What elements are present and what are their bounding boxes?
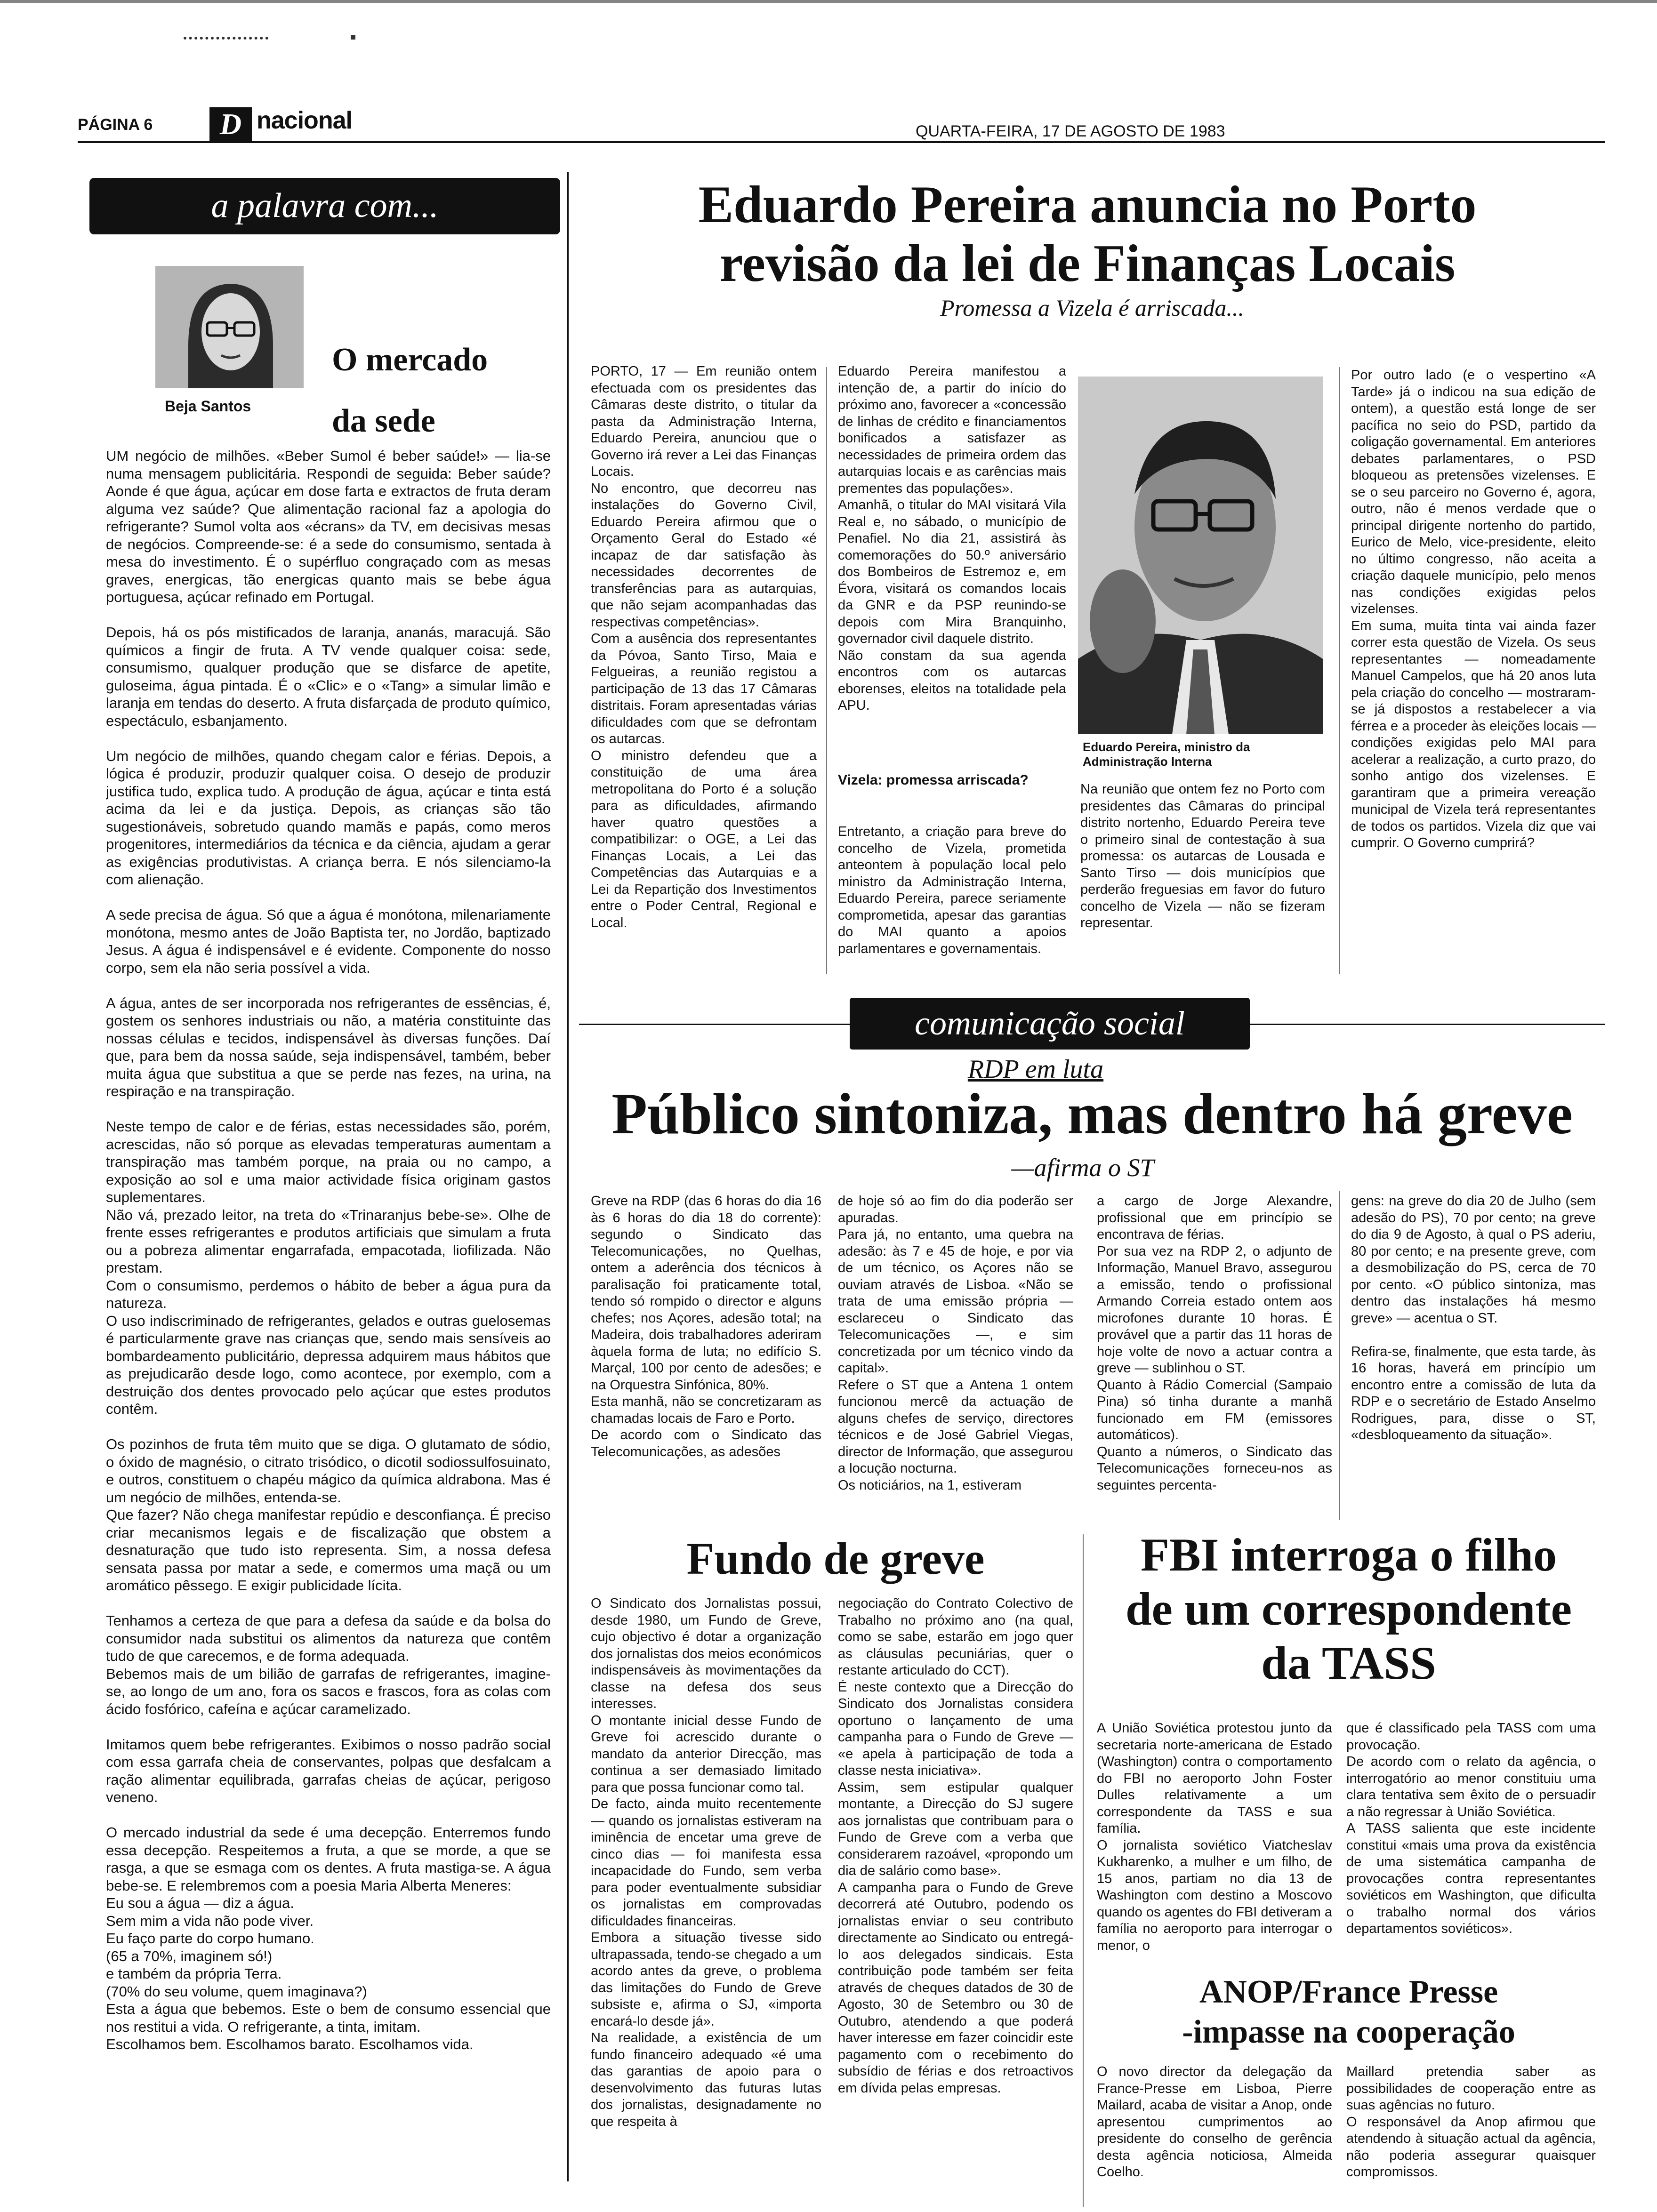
fund-col1: O Sindicato dos Jornalistas possui, desde 1980, um Fundo de Greve, cujo objectivo é dotar a organização dos jornalistas dos meios económicos indispensáveis às movimentações da classe na defesa dos seus interesses. O montante inicial desse Fundo de Greve foi acrescido durante o mandato da anterior Direcção, mas continua a ser demasiado limitado para que possa funcionar como tal. De facto, ainda muito recentemente — quando os jornalistas estiveram na iminência de encetar uma greve de cinco dias — foi manifesta essa incapacidade do Fundo, sem verba para poder eventualmente subsidiar os jornalistas em comprovadas dificuldades financeiras. Embora a situação tivesse sido ultrapassada, tendo-se chegado a um acordo antes da greve, o problema das limitações do Fundo de Greve subsiste e, afirma o SJ, «importa encará-lo desde já». Na realidade, a existência de um fundo financeiro adequado «é uma das garantias de apoio para o desenvolvimento das futuras lutas dos jornalistas, designadamente no que respeita à xyxy=(591,1596,821,2129)
anop-col2: Maillard pretendia saber as possibilidades de cooperação entre as suas agências no futuro. O responsável da Anop afirmou que atendendo à situação actual da agência, não poderia assegurar quaisquer compromissos. xyxy=(1346,2064,1596,2180)
minister-photo xyxy=(1078,377,1323,734)
column-rule xyxy=(1339,367,1340,974)
fbi-col1: A União Soviética protestou junto da secretaria norte-americana de Estado (Washington) contra o comportamento do FBI no aeroporto John Foster Dulles relativamente a um correspondente da TASS e sua família. O jornalista soviético Viatcheslav Kukharenko, a mulher e um filho, de 15 anos, partiam no dia 13 de Washington com destino a Moscovo quando os agentes do FBI detiveram a família no aeroporto para interrogar o menor, o xyxy=(1097,1721,1332,1953)
fbi-headline-line1: FBI interroga o filho xyxy=(1140,1529,1557,1581)
article1-subhead: Vizela: promessa arriscada? xyxy=(838,772,1029,788)
fund-headline: Fundo de greve xyxy=(686,1533,985,1584)
fund-col2: negociação do Contrato Colectivo de Trabalho no próximo ano (na qual, como se sabe, estarão em jogo quer as cláusulas pecuniárias, quer o restante articulado do CCT). É neste contexto que a Direcção do Sindicato dos Jornalistas considera oportuno o lançamento de uma campanha para o Fundo de Greve — «e apela à participação de toda a classe nesta iniciativa». Assim, sem estipular qualquer montante, a Direcção do SJ sugere aos jornalistas que contribuam para o Fundo de Greve com a verba que considerarem razoável, «propondo um dia de salário como base». A campanha para o Fundo de Greve decorrerá até Outubro, podendo os jornalistas enviar o seu contributo directamente ao Sindicato ou entregá-lo aos delegados sindicais. Esta contribuição pode também ser feita através de cheques datados de 30 de Agosto, 30 de Setembro ou 30 de Outubro, atendendo a que poderá haver interesse em fazer coincidir este pagamento com o recebimento do subsídio de férias e dos retroactivos em dívida pelas empresas. xyxy=(838,1596,1073,2096)
article1-col1: PORTO, 17 — Em reunião ontem efectuada com os presidentes das Câmaras deste distrito, o titular da pasta da Administração Interna, Eduardo Pereira, anunciou que o Governo irá rever a Lei das Finanças Locais. No encontro, que decorreu nas instalações do Governo Civil, Eduardo Pereira afirmou que o Orçamento Geral do Estado «é incapaz de dar satisfação às necessidades decorrentes de transferências para as autarquias, que não sejam acompanhadas das respectivas competências». Com a ausência dos representantes da Póvoa, Santo Tirso, Maia e Felgueiras, a reunião registou a participação de 13 das 17 Câmaras distritais. Foram apresentadas várias dificuldades com que se defrontam os autarcas. O ministro defendeu que a constituição de uma área metropolitana do Porto é a solução para as dificuldades, afirmando haver quatro questões a compatibilizar: o OGE, a Lei das Finanças Locais, a Lei das Competências das Autarquias e a Lei da Repartição dos Investimentos entre o Poder Central, Regional e Local. xyxy=(591,364,817,930)
fbi-headline-line2: de um correspondente xyxy=(1125,1583,1572,1635)
column-rule xyxy=(1083,1534,1084,2207)
column-rule xyxy=(826,367,827,974)
article1-kicker: Promessa a Vizela é arriscada... xyxy=(940,295,1244,321)
media-kicker: RDP em luta xyxy=(967,1055,1104,1084)
column-rule xyxy=(1339,1191,1340,1520)
media-col2: de hoje só ao fim do dia poderão ser apuradas. Para já, no entanto, uma quebra na adesão: às 7 e 45 de hoje, e por via de um técnico, os Açores não se ouviam através de Lisboa. «Não se trata de uma emissão própria — esclareceu o Sindicato das Telecomunicações —, e sim concretizada por um técnico vindo da capital». Refere o ST que a Antena 1 ontem funcionou mercê da actuação de alguns chefes de serviço, directores técnicos e de José Gabriel Viegas, director de Informação, que assegurou a locução nocturna. Os noticiários, na 1, estiveram xyxy=(838,1194,1073,1493)
anop-headline-line2: -impasse na cooperação xyxy=(1182,2014,1515,2050)
page-number: PÁGINA 6 xyxy=(78,116,153,134)
media-col1: Greve na RDP (das 6 horas do dia 16 às 6 horas do dia 18 do corrente): segundo o Sindicato das Telecomunicações, no Quelhas, ontem a aderência dos técnicos à paralisação foi praticamente total, tendo só rompido o director e alguns chefes; nos Açores, adesão total; na Madeira, dois trabalhadores aderiram àquela forma de luta; no edifício S. Marçal, 100 por cento de adesões; e na Orquestra Sinfónica, 80%. Esta manhã, não se concretizaram as chamadas locais de Faro e Porto. De acordo com o Sindicato das Telecomunicações, as adesões xyxy=(591,1194,821,1459)
section-name: nacional xyxy=(257,107,352,134)
minister-photo-caption: Eduardo Pereira, ministro da Administração Interna xyxy=(1083,740,1250,769)
media-col4: gens: na greve do dia 20 de Julho (sem adesão do PS), 70 por cento; na greve do dia 9 de Agosto, à qual o PS aderiu, 80 por cento; e na presente greve, com a desmobilização do PS, cerca de 70 por cento. «O público sintoniza, mas dentro das instalações há mesmo greve» — acentua o ST. Refira-se, finalmente, que esta tarde, às 16 horas, haverá em princípio um encontro entre a comissão de luta da RDP e o secretário de Estado Anselmo Rodrigues, para, disse o ST, «desbloqueamento da situação». xyxy=(1351,1194,1596,1443)
masthead-rule xyxy=(78,141,1605,143)
opinion-body: UM negócio de milhões. «Beber Sumol é beber saúde!» — lia-se numa mensagem publicitária. Respondi de seguida: Beber saúde? Aonde é que água, açúcar em dose farta e extractos de fruta deram alguma vez saúde? Que alimentação racional faz a apologia do refrigerante? Sumol volta aos «écrans» da TV, em decisivas mesas de negócios. Compreende-se: é a sede do consumismo, sentada à mesa do investimento. É o supérfluo congraçado com as mesas graves, energicas, tão energicas quanto mais se bebe água portuguesa, açúcar refinado em Portugal. Depois, há os pós mistificados de laranja, ananás, maracujá. São químicos a fingir de fruta. A TV vende qualquer coisa: sede, consumismo, qualquer produção que se disfarce de apetite, guloseima, água pintada. É o «Clic» e o «Tang» a simular limão e laranja em tendas do deserto. A fruta disfarçada de produto químico, espectáculo, esbanjamento. Um negócio de milhões, quando chegam calor e férias. Depois, a lógica é produzir, produzir qualquer coisa. O desejo de produzir justifica tudo, explica tudo. A produção de água, açúcar e tinta está acima da lei e da justiça. Depois, as crianças são tão sugestionáveis, sobretudo quando mamãs e papás, como meros progenitores, intermediários da técnica e da ciência, ajudam a gerar as exigências produtivistas. A criança berra. E nós silenciamo-la com alienação. A sede precisa de água. Só que a água é monótona, milenariamente monótona, mesmo antes de João Baptista ter, no Jordão, baptizado Jesus. A água é indispensável e é evidente. Componente do nosso corpo, sem ela não seria possível a vida. A água, antes de ser incorporada nos refrigerantes de essências, é, gostem os senhores industriais ou não, a matéria constituinte das nossas células e tecidos, indispensável às diversas funções. Daí que, para bem da nossa saúde, seja indispensável, também, beber muita água que substitua a que se perde nas fezes, na urina, na respiração e na transpiração. Neste tempo de calor e de férias, estas necessidades são, porém, acrescidas, não só porque as elevadas temperaturas aumentam a transpiração mas também porque, na praia ou no campo, a exposição ao sol e uma maior actividade física originam gastos suplementares. Não vá, prezado leitor, na treta do «Trinaranjus bebe-se». Olhe de frente esses refrigerantes e produtos artificiais que simulam a fruta ou a pobreza alimentar engarrafada, empacotada, liofilizada. Não prestam. Com o consumismo, perdemos o hábito de beber a água pura da natureza. O uso indiscriminado de refrigerantes, gelados e outras guelosemas é particularmente grave nas crianças que, sendo mais sensíveis ao bombardeamento publicitário, depressa adquirem maus hábitos que as prejudicarão desde logo, como acontece, por exemplo, com a destruição dos dentes provocado pelo açúcar que estes produtos contêm. Os pozinhos de fruta têm muito que se diga. O glutamato de sódio, o óxido de magnésio, o citrato trisódico, o dicotil sodiossulfosuinato, e outros, constituem o chapéu mágico da química aldrabona. Mas é um negócio de milhões, entenda-se. Que fazer? Não chega manifestar repúdio e desconfiança. É preciso criar mecanismos legais e de fiscalização que obstem a desnaturação que tudo isto representa. Sim, a nossa defesa sensata passa por matar a sede, e comermos uma maçã ou um aromático pêssego. E exigir publicidade lícita. Tenhamos a certeza de que para a defesa da saúde e da bolsa do consumidor nada substitui os alimentos da natureza que contêm tudo de que carecemos, e de forma adequada. Bebemos mais de um bilião de garrafas de refrigerantes, imagine-se, ao longo de um ano, fora os sacos e frascos, fora as colas com ácido fosfórico, cafeína e açúcar caramelizado. Imitamos quem bebe refrigerantes. Exibimos o nosso padrão social com essa garrafa cheia de conservantes, polpas que desfalcam a ração alimentar equilibrada, garrafas cheias de açúcar, perigoso veneno. O mercado industrial da sede é uma decepção. Enterremos fundo essa decepção. Respeitemos a fruta, a que se morde, a que se rasga, a que se esmaga com os dentes. A fruta mastiga-se. A água bebe-se. E relembremos com a poesia Maria Alberta Meneres: Eu sou a água — diz a água. Sem mim a vida não pode viver. Eu faço parte do corpo humano. (65 a 70%, imaginem só!) e também da própria Terra. (70% do seu volume, quem imaginava?) Esta a água que bebemos. Este o bem de consumo essencial que nos restitui a vida. O refrigerante, a tinta, imitam. Escolhamos bem. Escolhamos barato. Escolhamos vida. xyxy=(106,448,551,2052)
media-section-banner: comunicação social xyxy=(850,998,1250,1050)
article1-headline-line2: revisão da lei de Finanças Locais xyxy=(719,234,1456,293)
media-headline: Público sintoniza, mas dentro há greve xyxy=(611,1082,1573,1146)
author-caption: Beja Santos xyxy=(165,398,251,415)
anop-headline-line1: ANOP/France Presse xyxy=(1199,1974,1498,2010)
anop-col1: O novo director da delegação da France-Presse em Lisboa, Pierre Mailard, acaba de visitar a Anop, onde apresentou cumprimentos ao presidente do conselho de gerência desta agência noticiosa, Almeida Coelho. xyxy=(1097,2064,1332,2180)
top-edge-rule xyxy=(0,0,1657,3)
fbi-headline-line3: da TASS xyxy=(1261,1637,1436,1689)
issue-date: QUARTA-FEIRA, 17 DE AGOSTO DE 1983 xyxy=(916,122,1225,140)
media-col3: a cargo de Jorge Alexandre, profissional que em princípio se encontrava de férias. Por sua vez na RDP 2, o adjunto de Informação, Manuel Bravo, assegurou a emissão, tendo o profissional Armando Correia estado ontem aos microfones durante 10 horas. É provável que a partir das 11 horas de hoje volte de novo a actuar contra a greve — sublinhou o ST. Quanto à Rádio Comercial (Sampaio Pina) só tinha durante a manhã funcionado em FM (emissores automáticos). Quanto a números, o Sindicato das Telecomunicações forneceu-nos as seguintes percenta- xyxy=(1097,1194,1332,1493)
author-photo xyxy=(155,266,304,388)
article1-col2b: Entretanto, a criação para breve do concelho de Vizela, prometida anteontem à população local pelo ministro da Administração Interna, Eduardo Pereira, parece seriamente comprometida, apesar das garantias do MAI quanto a apoios parlamentares e governamentais. xyxy=(838,824,1066,956)
newspaper-logo: D xyxy=(209,107,252,141)
media-byline: —afirma o ST xyxy=(1011,1154,1154,1182)
opinion-banner: a palavra com... xyxy=(89,178,560,234)
article1-col4: Por outro lado (e o vespertino «A Tarde» já o indicou na sua edição de ontem), a questão está longe de ser pacífica no seio do PSD, partido da coligação governamental. Em anteriores debates parlamentares, o PSD bloqueou as pretensões vizelenses. E se o seu parceiro no Governo é, agora, outro, não é menos verdade que o principal dirigente nortenho do partido, Eurico de Melo, vice-presidente, eleito no último congresso, não aceita a criação daquele município, pelo menos nas condições exigidas pelos vizelenses. Em suma, muita tinta vai ainda fazer correr esta questão de Vizela. Os seus representantes — nomeadamente Manuel Campelos, que há 20 anos luta pela criação do concelho — mostraram-se já dispostos a restabelecer a via férrea e a proceder às eleições locais — condições exigidas pelo MAI para acelerar a realização, a curto prazo, do sonho antigo dos vizelenses. E garantiram que a primeira vereação municipal de Vizela terá representantes de todos os partidos. Vizela diz que vai cumprir. O Governo cumprirá? xyxy=(1351,368,1596,850)
article1-col3: Na reunião que ontem fez no Porto com presidentes das Câmaras do principal distrito nortenho, Eduardo Pereira teve o primeiro sinal de contestação à sua promessa: os autarcas de Lousada e Santo Tirso — dois municípios que perderão freguesias em favor do futuro concelho de Vizela — não se fizeram representar. xyxy=(1080,782,1325,930)
fbi-col2: que é classificado pela TASS com uma provocação. De acordo com o relato da agência, o interrogatório ao menor constituiu uma clara tentativa sem êxito de o persuadir a não regressar à União Soviética. A TASS salienta que este incidente constitui «mais uma prova da existência de uma sistemática campanha de provocações contra representantes soviéticos em Washington, que dificulta o trabalho normal dos vários departamentos soviéticos». xyxy=(1346,1721,1596,1936)
article1-headline-line1: Eduardo Pereira anuncia no Porto xyxy=(698,176,1477,234)
opinion-title: O mercado da sede xyxy=(332,342,488,439)
article1-col2: Eduardo Pereira manifestou a intenção de, a partir do início do próximo ano, favorecer a «concessão de linhas de crédito e financiamentos bonificados a satisfazer as necessidades de primeira ordem das autarquias locais e as carências mais prementes das populações». Amanhã, o titular do MAI visitará Vila Real e, no sábado, o município de Penafiel. No dia 21, assistirá às comemorações do 50.º aniversário dos Bombeiros de Estremoz e, em Évora, visitará os comandos locais da GNR e da PSP reunindo-se depois com Mira Branquinho, governador civil daquele distrito. Não constam da sua agenda encontros com os autarcas eborenses, eleitos na totalidade pela APU. xyxy=(838,364,1066,713)
print-dots xyxy=(184,37,268,43)
print-dot xyxy=(351,35,355,40)
